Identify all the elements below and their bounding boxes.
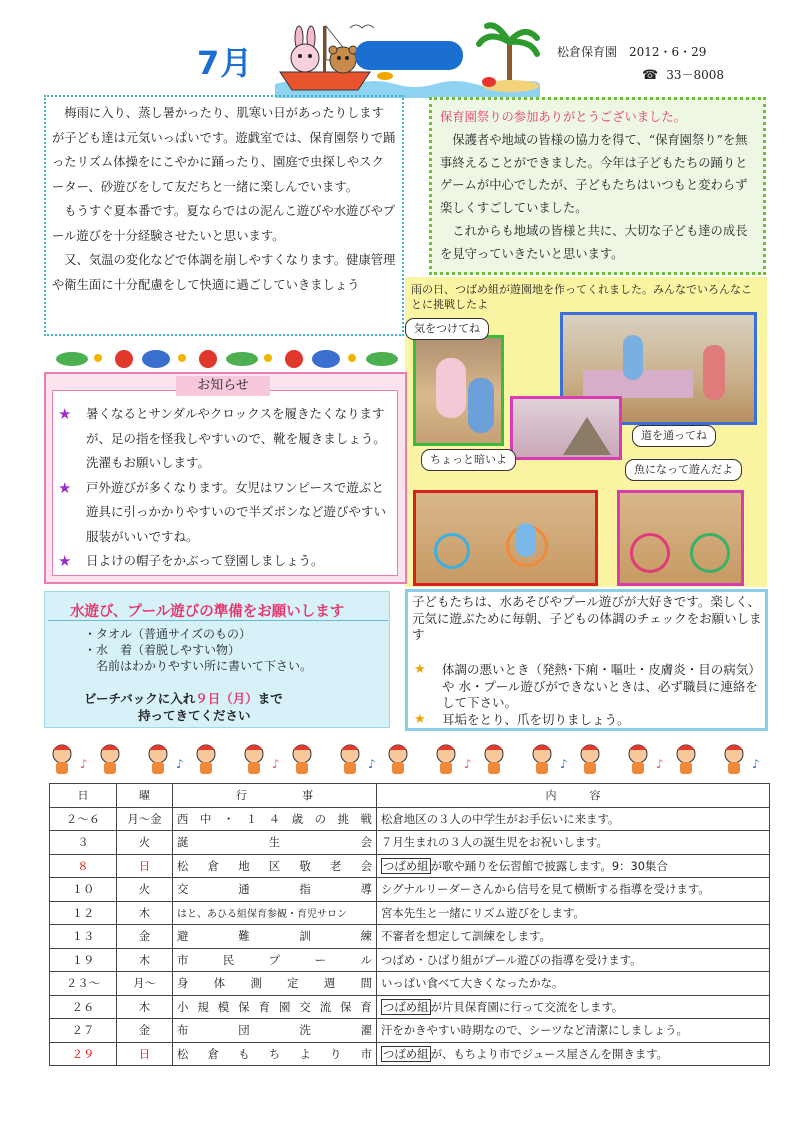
schedule-weekday: 日: [117, 1042, 173, 1066]
notice-item-text: 暑くなるとサンダルやクロックスを履きたくなりますが、足の指を怪我しやすいので、靴を履きましょう。洗濯もお願いします。: [86, 406, 386, 470]
notice-item: [56, 549, 396, 574]
schedule-detail: [377, 1042, 770, 1066]
pool-health-item-text: 体調の悪いとき（発熱･下痢・嘔吐・皮膚炎・目の病気）や 水・プール遊びができないときは、必ず職員に連絡をして下さい。: [442, 662, 761, 710]
notice-list: [56, 402, 396, 574]
schedule-event-text: 西 中 ・ １ ４ 歳 の 挑 戦: [177, 811, 372, 826]
pool-prep-title: 水遊び、プール遊びの準備をお願いします: [70, 604, 345, 620]
phone-number: [642, 66, 724, 83]
svg-text:♪: ♪: [272, 757, 280, 771]
col-weekday: 曜: [117, 784, 173, 808]
kids-border-icon: [46, 740, 768, 780]
schedule-day: １０: [50, 878, 117, 902]
schedule-day: ２６: [50, 995, 117, 1019]
schedule-event: [173, 1042, 377, 1066]
star-icon: ★: [58, 478, 72, 497]
schedule-event: [173, 948, 377, 972]
schedule-table: [49, 783, 770, 1066]
schedule-event: はと、あひる組保育参観・育児サロン: [173, 901, 377, 925]
logo-title: 園だより: [355, 41, 463, 70]
schedule-detail-text: つばめ・ひばり組がプール遊びの指導を受けます。: [381, 952, 642, 967]
star-icon: ★: [58, 405, 72, 423]
schedule-detail-text: 松倉地区の３人の中学生がお手伝いに来ます。: [381, 811, 620, 826]
schedule-event-text: 小 規 模 保 育 園 交 流 保 育: [177, 999, 372, 1014]
pool-bring-line1: [84, 690, 283, 707]
pool-prep-list: [84, 626, 312, 674]
schedule-event-text: 身 体 測 定 週 間: [177, 976, 372, 991]
schedule-day: １３: [50, 925, 117, 949]
schedule-detail: [377, 854, 770, 878]
schedule-row: [50, 972, 770, 996]
schedule-weekday: 金: [117, 925, 173, 949]
schedule-weekday: 火: [117, 878, 173, 902]
schedule-weekday: 木: [117, 901, 173, 925]
svg-text:♪: ♪: [368, 757, 376, 771]
schedule-detail-text: が歌や踊りを伝習館で披露します。9：30集合: [430, 858, 668, 873]
col-event: 行 事: [173, 784, 377, 808]
photo-kids-fish: [413, 490, 598, 586]
schedule-event: [173, 831, 377, 855]
notice-item: [56, 476, 396, 550]
schedule-detail-text: シグナルリーダーさんから信号を見て横断する指導を受けます。: [381, 882, 710, 897]
pool-bring-suffix: まで: [257, 691, 283, 706]
svg-text:♪: ♪: [176, 757, 184, 771]
schedule-weekday: 月～: [117, 972, 173, 996]
svg-text:♪: ♪: [464, 757, 472, 771]
svg-text:♪: ♪: [752, 757, 760, 771]
schedule-detail: [377, 948, 770, 972]
svg-text:♪: ♪: [560, 757, 568, 771]
bubble-careful: 気をつけてね: [405, 318, 489, 340]
greeting-paragraph: 梅雨に入り、蒸し暑かったり、肌寒い日があったりしますが子ども達は元気いっぱいです。遊戯室では、保育園祭りで踊ったリズム体操をにこやかに踊ったり、園庭で虫探しやスクーター、砂遊びをして友だちと一緒に楽しんでいます。: [52, 106, 396, 194]
schedule-row: [50, 948, 770, 972]
schedule-event-text: 誕 生 会: [177, 835, 372, 850]
photo-kids-balance: [413, 335, 504, 446]
pool-health-item-text: 耳垢をとり、爪を切りましょう。: [442, 711, 630, 727]
schedule-row: [50, 854, 770, 878]
pool-prep-item: ・タオル（普通サイズのもの）: [84, 627, 252, 641]
pool-bring-note: [84, 690, 283, 724]
schedule-event-text: 市 民 プ ー ル: [177, 952, 372, 967]
notice-item-text: 戸外遊びが多くなります。女児はワンピースで遊ぶと遊具に引っかかりやすいので半ズボンなど遊びやすい服装がいいですね。: [86, 479, 387, 544]
schedule-event-text: 布 団 洗 濯: [177, 1023, 372, 1038]
schedule-detail-text: ７月生まれの３人の誕生児をお祝いします。: [381, 835, 608, 850]
schedule-day: ２９: [50, 1042, 117, 1066]
pool-health-intro: 子どもたちは、水あそびやプール遊びが大好きです。楽しく、元気に遊ぶために毎朝、子どもの体調のチェックをお願いします: [412, 594, 762, 642]
greeting-paragraph: 又、気温の変化などで体調を崩しやすくなります。健康管理や衛生面に十分配慮をして快適に過ごしていきましょう: [52, 253, 396, 292]
schedule-detail: [377, 1019, 770, 1043]
festival-thanks-paragraph: これからも地域の皆様と共に、大切な子ども達の成長を見守っていきたいと思います。: [440, 223, 748, 261]
photo-kids-tunnel: [510, 396, 622, 460]
bubble-fish: 魚になって遊んだよ: [625, 459, 742, 481]
pool-bring-line2: 持ってきてください: [138, 708, 251, 723]
schedule-event-text: 避 難 訓 練: [177, 929, 372, 944]
schedule-event: [173, 854, 377, 878]
col-detail: 内 容: [377, 784, 770, 808]
schedule-row: [50, 1019, 770, 1043]
schedule-detail-text: いっぱい食べて大きくなったかな。: [381, 976, 564, 991]
pool-bring-prefix: ビーチバックに入れ: [84, 691, 196, 706]
schedule-detail: [377, 831, 770, 855]
pool-health-item: [412, 712, 764, 729]
star-icon: ★: [414, 711, 426, 727]
schedule-detail-text: 不審者を想定して訓練をします。: [381, 929, 551, 944]
schedule-event-text: 松 倉 地 区 敬 老 会: [177, 858, 372, 873]
schedule-row: [50, 925, 770, 949]
notice-item-text: 日よけの帽子をかぶって登園しましょう。: [86, 553, 324, 568]
schedule-day: １９: [50, 948, 117, 972]
schedule-detail: [377, 807, 770, 831]
bubble-dark: ちょっと暗いよ: [421, 449, 516, 471]
schedule-event: [173, 925, 377, 949]
schedule-event: [173, 1019, 377, 1043]
schedule-detail: [377, 925, 770, 949]
notice-item: [56, 402, 396, 476]
class-tag: つばめ組: [383, 999, 429, 1014]
schedule-day: ２７: [50, 1019, 117, 1043]
schedule-weekday: 木: [117, 948, 173, 972]
schedule-day: １２: [50, 901, 117, 925]
schedule-detail: [377, 995, 770, 1019]
festival-thanks-box: [429, 97, 766, 275]
school-name-date: 松倉保育園 2012・6・29: [557, 45, 707, 59]
schedule-event: [173, 972, 377, 996]
photo-kids-hoops: [617, 490, 744, 586]
photo-caption: 雨の日、つばめ組が遊園地を作ってくれました。みんなでいろんなことに挑戦したよ: [411, 283, 752, 311]
greeting-paragraph: もうすぐ夏本番です。夏ならではの泥んこ遊びや水遊びやプール遊びを十分経験させたいと思います。: [52, 204, 396, 243]
schedule-header-row: [50, 784, 770, 808]
schedule-detail-text: が片貝保育園に行って交流をします。: [430, 999, 624, 1014]
month-title: 7月: [197, 44, 254, 82]
schedule-row: [50, 831, 770, 855]
pool-bring-date: ９日（月）: [195, 691, 258, 706]
schedule-event-text: 松 倉 も ち よ り 市: [177, 1046, 372, 1061]
schedule-day: ８: [50, 854, 117, 878]
vegetable-border-icon: [50, 345, 405, 371]
svg-text:♪: ♪: [80, 757, 88, 771]
schedule-weekday: 火: [117, 831, 173, 855]
schedule-detail-text: 汗をかきやすい時期なので、シーツなど清潔にしましょう。: [381, 1023, 688, 1038]
schedule-detail: [377, 901, 770, 925]
schedule-row: [50, 901, 770, 925]
bubble-path: 道を通ってね: [632, 425, 716, 447]
festival-thanks-title: 保育園祭りの参加ありがとうございました。: [440, 110, 686, 124]
pool-health-item: [412, 662, 764, 712]
schedule-event-text: 交 通 指 導: [177, 882, 372, 897]
col-day: 日: [50, 784, 117, 808]
pool-prep-item: ・水 着（着脱しやすい物）: [84, 643, 241, 657]
greeting-box: [44, 95, 404, 336]
schedule-detail: [377, 972, 770, 996]
schedule-day: ２３～: [50, 972, 117, 996]
star-icon: ★: [58, 552, 72, 570]
pool-name-note: 名前はわかりやすい所に書いて下さい。: [96, 659, 313, 673]
schedule-row: [50, 878, 770, 902]
schedule-event: [173, 807, 377, 831]
schedule-detail-text: が、もちより市でジュース屋さんを開きます。: [430, 1046, 669, 1061]
pool-health-list: [412, 662, 764, 728]
schedule-detail-text: 宮本先生と一緒にリズム遊びをします。: [381, 905, 585, 920]
festival-thanks-paragraph: 保護者や地域の皆様の協力を得て、“保育園祭り”を無事終えることができました。今年は子どもたちの踊りとゲームが中心でしたが、子どもたちはいつもと変わらず楽しくすごしていました。: [440, 132, 748, 216]
schedule-row: [50, 995, 770, 1019]
schedule-weekday: 日: [117, 854, 173, 878]
schedule-weekday: 木: [117, 995, 173, 1019]
star-icon: ★: [414, 662, 426, 677]
notice-title: お知らせ: [176, 376, 270, 396]
class-tag: つばめ組: [383, 1046, 429, 1061]
phone-value: 33－8008: [666, 68, 725, 82]
logo-text: [355, 38, 470, 74]
schedule-row: [50, 807, 770, 831]
divider: [48, 620, 388, 621]
schedule-day: ２～６: [50, 807, 117, 831]
schedule-day: ３: [50, 831, 117, 855]
schedule-weekday: 月～金: [117, 807, 173, 831]
schedule-detail: [377, 878, 770, 902]
svg-text:♪: ♪: [656, 757, 664, 771]
schedule-event: [173, 995, 377, 1019]
schedule-weekday: 金: [117, 1019, 173, 1043]
schedule-event: [173, 878, 377, 902]
schedule-row: [50, 1042, 770, 1066]
phone-icon: ☎: [642, 68, 659, 83]
class-tag: つばめ組: [383, 858, 429, 873]
